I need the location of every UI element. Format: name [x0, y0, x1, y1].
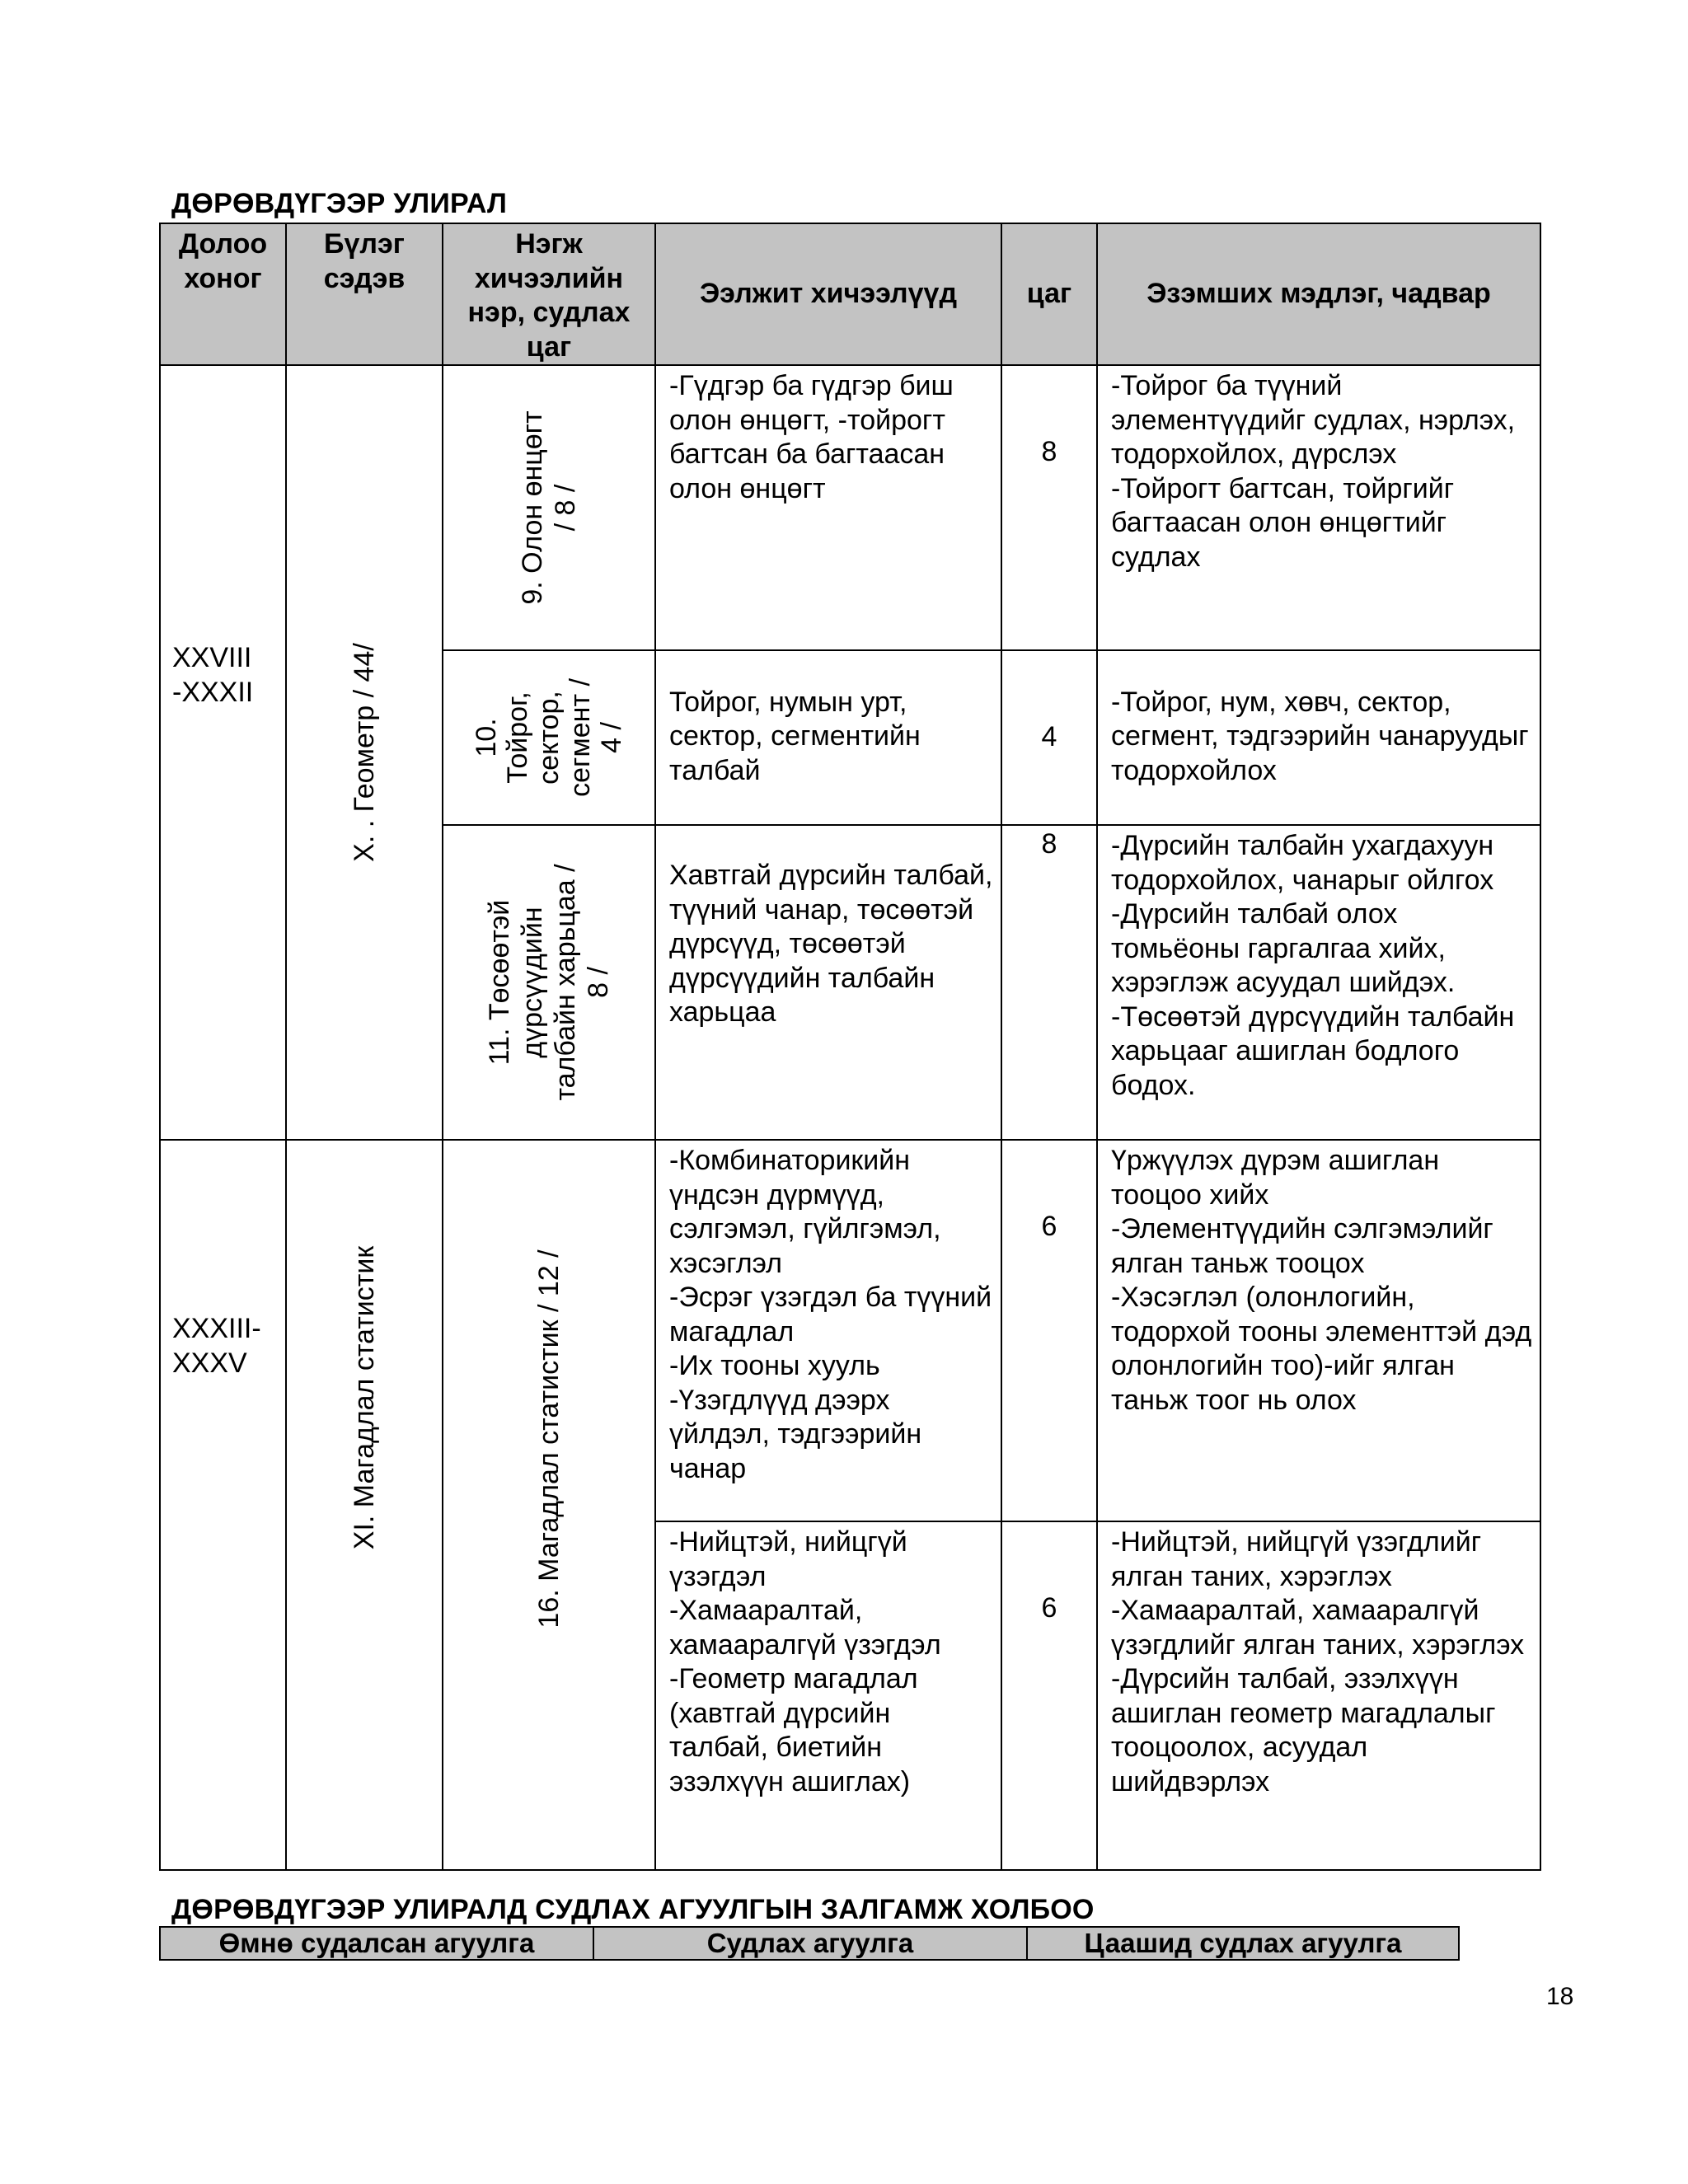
- lessons-text: -Гүдгэр ба гүдгэр биш олон өнцөгт, -тойрогт багтсан ба багтаасан олон өнцөгт: [669, 370, 954, 504]
- header-row: [160, 223, 1540, 365]
- unit-cell: [443, 365, 655, 650]
- unit-cell: [443, 1140, 655, 1870]
- section2-title: ДӨРӨВДҮГЭЭР УЛИРАЛД СУДЛАХ АГУУЛГЫН ЗАЛГАМЖ ХОЛБОО: [171, 1894, 1095, 1925]
- hours-cell: 6: [1001, 1521, 1097, 1870]
- skills-text: -Тойрог, нум, хөвч, сектор, сегмент, тэдгээрийн чанаруудыг тодорхойлох: [1111, 686, 1529, 786]
- chapter-label: X. . Геометр / 44/: [349, 643, 380, 862]
- unit-cell: [443, 825, 655, 1140]
- section-title: ДӨРӨВДҮГЭЭР УЛИРАЛ: [171, 188, 508, 219]
- skills-cell: [1097, 825, 1540, 1140]
- week-cell: [160, 365, 286, 1140]
- chapter-cell: [286, 365, 443, 1140]
- week-cell: [160, 1140, 286, 1870]
- header-lessons: Ээлжит хичээлүүд: [655, 223, 1001, 365]
- header-future-content: Цаашид судлах агуулга: [1027, 1927, 1459, 1960]
- skills-cell: [1097, 650, 1540, 825]
- header-hours: цаг: [1001, 223, 1097, 365]
- curriculum-table: [159, 223, 1541, 1871]
- header-week: Долоо хоног: [160, 223, 286, 365]
- lessons-cell: [655, 650, 1001, 825]
- page-number: 18: [1546, 1983, 1574, 2010]
- week-label: XXXIII- XXXV: [172, 1313, 261, 1379]
- unit-label: 16. Магадлал статистик / 12 /: [533, 1249, 565, 1629]
- lessons-text: -Нийцтэй, нийцгүй үзэгдэл -Хамааралтай, хамааралгүй үзэгдэл -Геометр магадлал (хавтгай дүрсийн талбай, биетийн эзэлхүүн ашиглах): [669, 1526, 941, 1797]
- header-previous-content: Өмнө судалсан агуулга: [160, 1927, 593, 1960]
- week-label: XXVIII -XXXII: [172, 642, 254, 708]
- lessons-text: Хавтгай дүрсийн талбай, түүний чанар, төсөөтэй дүрсүүд, төсөөтэй дүрсүүдийн талбайн харьцаа: [669, 860, 993, 1028]
- table-row: [160, 365, 1540, 650]
- skills-cell: [1097, 365, 1540, 650]
- unit-cell: [443, 650, 655, 825]
- unit-label: 11. Төсөөтэй дүрсүүдийн талбайн харьцаа / 8 /: [484, 864, 614, 1101]
- chapter-cell: [286, 1140, 443, 1870]
- chapter-label: XI. Магадлал статистик: [349, 1245, 380, 1550]
- table-row: [160, 1140, 1540, 1521]
- hours-cell: 8: [1001, 825, 1097, 1140]
- hours-cell: 8: [1001, 365, 1097, 650]
- lessons-cell: [655, 365, 1001, 650]
- lessons-text: Тойрог, нумын урт, сектор, сегментийн талбай: [669, 686, 921, 786]
- skills-text: -Нийцтэй, нийцгүй үзэгдлийг ялган таних, хэрэглэх -Хамааралтай, хамааралгүй үзэгдлийг ялган таних, хэрэглэх -Дүрсийн талбай, эзэлхүүн ашиглан геометр магадлалыг тооцоолох, асуудал шийдвэрлэх: [1111, 1526, 1525, 1797]
- continuity-table: [159, 1926, 1460, 1961]
- skills-cell: [1097, 1140, 1540, 1521]
- unit-label: 9. Олон өнцөгт / 8 /: [517, 410, 581, 605]
- skills-cell: [1097, 1521, 1540, 1870]
- lessons-cell: [655, 1521, 1001, 1870]
- header-current-content: Судлах агуулга: [593, 1927, 1027, 1960]
- lessons-text: -Комбинаторикийн үндсэн дүрмүүд, сэлгэмэл, гүйлгэмэл, хэсэглэл -Эсрэг үзэгдэл ба түүний магадлал -Их тооны хууль -Үзэгдлүүд дээрх үйлдэл, тэдгээрийн чанар: [669, 1145, 992, 1484]
- lessons-cell: [655, 825, 1001, 1140]
- skills-text: Үржүүлэх дүрэм ашиглан тооцоо хийх -Элементүүдийн сэлгэмэлийг ялган таньж тооцох -Хэсэглэл (олонлогийн, тодорхой тооны элементтэй дэд олонлогийн тоо)-ийг ялган таньж тоог нь олох: [1111, 1145, 1532, 1416]
- header-skills: Эзэмших мэдлэг, чадвар: [1097, 223, 1540, 365]
- hours-cell: 6: [1001, 1140, 1097, 1521]
- skills-text: -Дүрсийн талбайн ухагдахуун тодорхойлох, чанарыг ойлгох -Дүрсийн талбай олох томьёоны гаргалгаа хийх, хэрэглэж асуудал шийдэх. -Төсөөтэй дүрсүүдийн талбайн харьцааг ашиглан бодлого бодох.: [1111, 830, 1515, 1101]
- header-chapter: Бүлэг сэдэв: [286, 223, 443, 365]
- header-unit: Нэгж хичээлийн нэр, судлах цаг: [443, 223, 655, 365]
- hours-cell: 4: [1001, 650, 1097, 825]
- skills-text: -Тойрог ба түүний элементүүдийг судлах, нэрлэх, тодорхойлох, дүрслэх -Тойрогт багтсан, тойргийг багтаасан олон өнцөгтийг судлах: [1111, 370, 1516, 573]
- continuity-header-row: [160, 1927, 1459, 1960]
- lessons-cell: [655, 1140, 1001, 1521]
- unit-label: 10. Тойрог, сектор, сегмент / 4 /: [471, 678, 627, 797]
